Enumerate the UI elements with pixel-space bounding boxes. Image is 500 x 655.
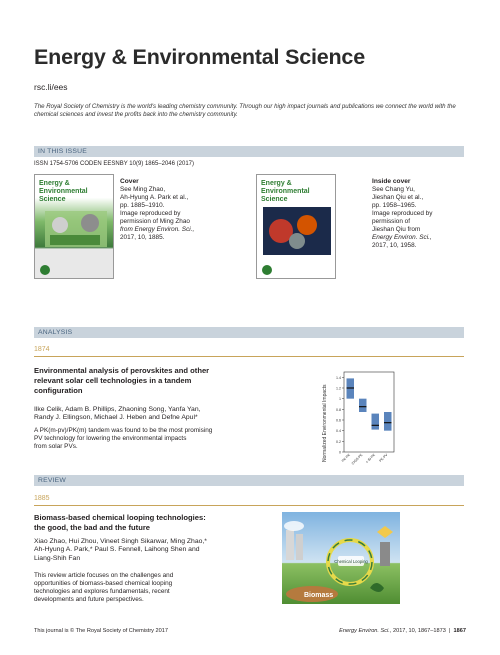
cover-line: 2017, 10, 1958. xyxy=(372,242,417,249)
review-bar: REVIEW xyxy=(34,475,464,486)
footer-volume: 2017, 10, 1867–1873 xyxy=(392,628,446,634)
svg-text:Energy &: Energy & xyxy=(261,180,292,187)
gold-divider xyxy=(34,505,464,506)
svg-text:Environmental: Environmental xyxy=(261,188,310,195)
footer-copyright: This journal is © The Royal Society of Chemistry 2017 xyxy=(34,628,168,634)
chart-box xyxy=(384,412,392,431)
cover-image xyxy=(34,174,114,279)
journal-url[interactable]: rsc.li/ees xyxy=(34,82,68,92)
cover-line: Image reproduced by xyxy=(120,210,181,217)
svg-text:Science: Science xyxy=(39,196,66,203)
chart-box xyxy=(359,399,367,412)
title-line: relevant solar cell technologies in a tandem xyxy=(34,376,192,385)
analysis-page-number: 1874 xyxy=(34,346,50,353)
review-abstract xyxy=(34,572,173,604)
analysis-abstract xyxy=(34,427,212,451)
chart-ylabel: Normalized Environmental Impacts xyxy=(322,384,328,462)
author-line: Liang-Shih Fan xyxy=(34,554,81,562)
title-line: Biomass-based chemical looping technologies: xyxy=(34,513,206,522)
impact-chart xyxy=(318,364,398,474)
cover-line: 2017, 10, 1885. xyxy=(120,234,165,241)
inside-cover-label: Inside cover xyxy=(372,178,411,185)
svg-text:Environmental: Environmental xyxy=(39,188,88,195)
rsc-blurb: The Royal Society of Chemistry is the world's leading chemistry community. Through our high impact journals and publications we connect the world with the chemical sciences and invest the profits back into the chemistry community. xyxy=(34,103,456,119)
chart-ytick-label: 1.4 xyxy=(336,375,341,380)
title-line: configuration xyxy=(34,386,83,395)
cover-label: Cover xyxy=(120,178,139,185)
cover-line: Ah-Hyung A. Park et al., xyxy=(120,194,189,201)
svg-text:Science: Science xyxy=(261,196,288,203)
chart-ytick-label: 1 xyxy=(339,397,341,402)
chart-ytick-label: 0.8 xyxy=(336,407,341,412)
cover-line: Energy Environ. Sci., xyxy=(372,234,432,241)
inside-cover-illustration xyxy=(257,175,336,279)
cover-line: See Chang Yu, xyxy=(372,186,415,193)
abstract-line: opportunities of biomass-based chemical looping xyxy=(34,580,173,587)
cover-line: pp. 1885–1910. xyxy=(120,202,165,209)
analysis-title[interactable] xyxy=(34,366,294,396)
cover-line: Jieshan Qiu from xyxy=(372,226,421,233)
inside-cover-image xyxy=(256,174,336,279)
footer-sep: | xyxy=(447,628,452,634)
abstract-line: This review article focuses on the challenges and xyxy=(34,572,174,579)
biomass-label: Biomass xyxy=(304,592,334,599)
cover-illustration xyxy=(35,175,114,279)
chart-ytick-label: 0 xyxy=(339,450,341,455)
cover-line: Jieshan Qiu et al., xyxy=(372,194,424,201)
in-this-issue-bar: IN THIS ISSUE xyxy=(34,146,464,157)
cover-line: pp. 1958–1965. xyxy=(372,202,417,209)
review-authors xyxy=(34,538,207,563)
abstract-line: developments and future perspectives. xyxy=(34,596,144,603)
review-title[interactable] xyxy=(34,513,274,533)
footer-journal: Energy Environ. Sci., xyxy=(339,628,392,634)
chart-category-label: CIGS-PK xyxy=(350,452,364,466)
author-line: Xiao Zhao, Hui Zhou, Vineet Singh Sikarwar, Ming Zhao,* xyxy=(34,538,207,545)
cover-line: See Ming Zhao, xyxy=(120,186,166,193)
chart-category-label: c-Si-PK xyxy=(364,452,376,464)
svg-text:Energy &: Energy & xyxy=(39,180,70,187)
issn-line: ISSN 1754-5706 CODEN EESNBY 10(9) 1865–2046 (2017) xyxy=(34,161,194,167)
looping-label: Chemical Looping xyxy=(334,559,368,564)
author-line: Ah-Hyung A. Park,* Paul S. Fennell, Laihong Shen and xyxy=(34,546,200,554)
abstract-line: from solar PVs. xyxy=(34,443,78,450)
gold-divider xyxy=(34,356,464,357)
chart-category-label: PK-PV xyxy=(378,452,389,463)
footer-citation xyxy=(339,628,466,634)
title-line: Environmental analysis of perovskites and other xyxy=(34,366,210,375)
analysis-authors xyxy=(34,406,201,423)
journal-title: Energy & Environmental Science xyxy=(34,45,365,69)
abstract-line: technologies and explores fundamentals, recent xyxy=(34,588,170,595)
chart-ytick-label: 0.2 xyxy=(336,439,341,444)
cover-line: from Energy Environ. Sci., xyxy=(120,226,195,233)
author-line: Ilke Celik, Adam B. Phillips, Zhaoning Song, Yanfa Yan, xyxy=(34,406,201,413)
inside-cover-caption xyxy=(372,178,467,250)
cover-line: Image reproduced by xyxy=(372,210,433,217)
chart-box xyxy=(372,414,380,430)
chart-category-label: PK-PK xyxy=(340,452,351,463)
review-graphical-abstract xyxy=(282,512,400,604)
chart-ytick-label: 1.2 xyxy=(336,386,341,391)
analysis-bar: ANALYSIS xyxy=(34,327,464,338)
cover-line: permission of xyxy=(372,218,411,225)
review-page-number: 1885 xyxy=(34,495,50,502)
chart-ytick-label: 0.4 xyxy=(336,429,341,434)
title-line: the good, the bad and the future xyxy=(34,523,151,532)
chart-ytick-label: 0.6 xyxy=(336,418,341,423)
cover-caption xyxy=(120,178,215,242)
abstract-line: A PK(m-pv)/PK(m) tandem was found to be the most promising xyxy=(34,427,213,434)
cover-line: permission of Ming Zhao xyxy=(120,218,190,225)
author-line: Randy J. Ellingson, Michael J. Heben and Defne Apul* xyxy=(34,414,198,422)
abstract-line: PV technology for lowering the environmental impacts xyxy=(34,435,187,442)
footer-page: 1867 xyxy=(453,628,466,634)
